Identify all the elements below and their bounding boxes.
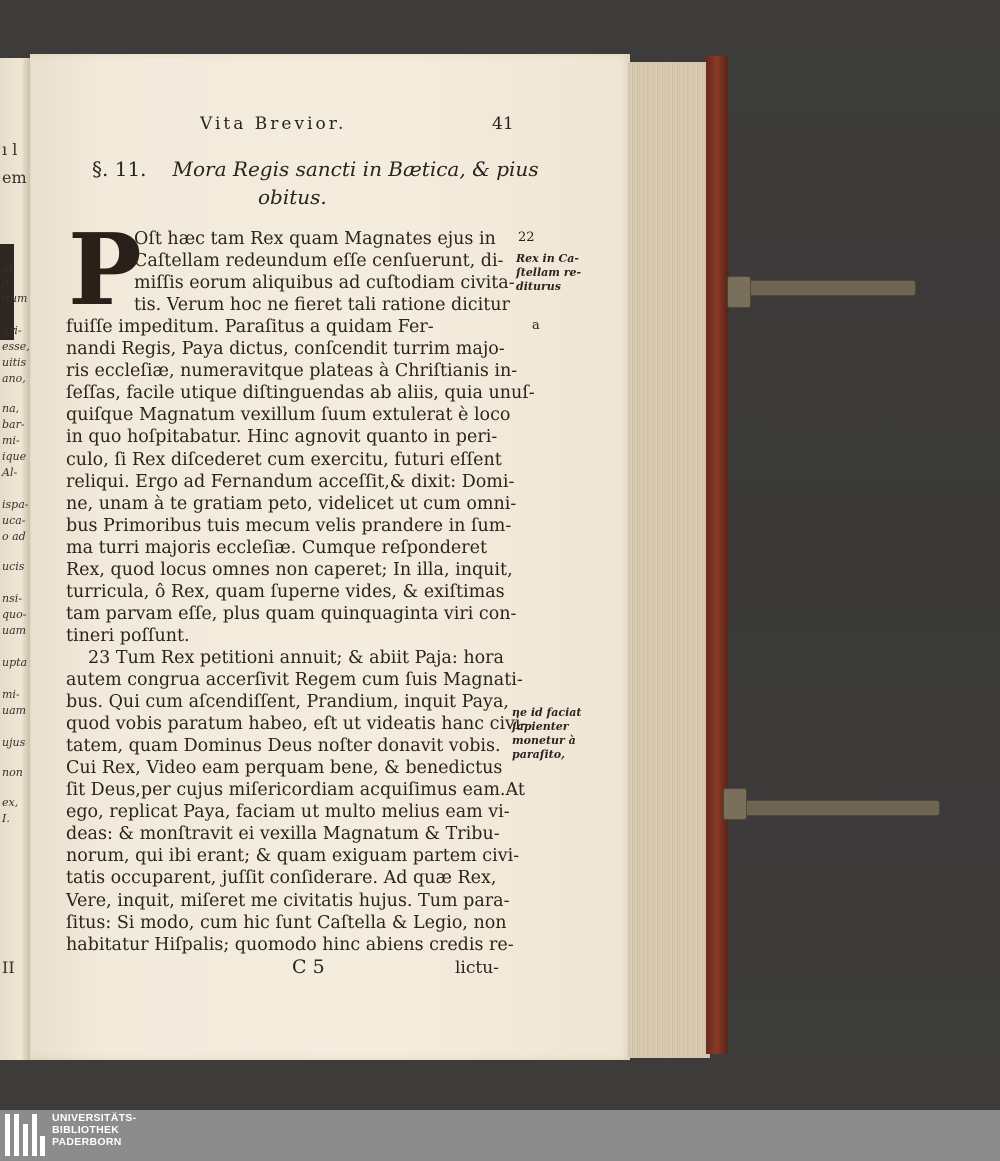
text-line: tatis occuparent, juſſit conſiderare. Ad quæ Rex,	[66, 868, 497, 889]
text-line: autem congrua accerſivit Regem cum ſuis Magnati-	[66, 670, 523, 690]
left-page-fragment: ique	[2, 450, 27, 463]
left-page-fragment: II	[2, 958, 15, 977]
left-page-fragment: fi-	[2, 276, 14, 289]
book-cover-spine	[706, 56, 728, 1054]
text-line: Oſt hæc tam Rex quam Magnates ejus in	[134, 229, 496, 249]
left-page-fragment: quo-	[2, 608, 27, 621]
left-page-fragment: non	[2, 766, 23, 779]
text-line: tam parvam eſſe, plus quam quinquaginta viri con-	[66, 603, 517, 624]
text-line: quod vobis paratum habeo, eſt ut videatis hanc civi-	[66, 714, 527, 735]
text-line: deas: & monſtravit ei vexilla Magnatum & Tribu-	[66, 824, 500, 845]
clasp-upper-end	[727, 276, 751, 308]
text-line: ſeſſas, facile utique diſtinguendas ab aliis, quia unuſ-	[66, 383, 535, 404]
clasp-lower-end	[723, 788, 747, 820]
footer-line-2: BIBLIOTHEK	[52, 1124, 120, 1136]
left-page-fragment: uitis	[2, 356, 27, 369]
margin-note-parasito: ne id faciat ſapienter monetur à paraſito,	[512, 706, 582, 761]
margin-paragraph-number: 22	[518, 230, 535, 245]
left-page-fragment: ano,	[2, 372, 26, 385]
left-page-fragment: o ad	[2, 530, 26, 543]
section-title-line-1: Mora Regis sancti in Bætica, & pius	[172, 157, 539, 181]
page-number: 41	[492, 114, 514, 134]
text-line: in quo hoſpitabatur. Hinc agnovit quanto in peri-	[66, 427, 498, 448]
library-logo-icon	[5, 1114, 45, 1156]
left-page-fragment: I.	[2, 812, 10, 825]
text-line: culo, ſi Rex diſcederet cum exercitu, futuri eſſent	[66, 449, 502, 470]
text-line: nandi Regis, Paya dictus, conſcendit turrim majo-	[66, 339, 505, 360]
margin-note-rex: Rex in Ca- ſtellam re- diturus	[516, 252, 582, 293]
left-page-edge	[0, 58, 30, 1060]
text-line: turricula, ô Rex, quam ſuperne vides, & exiſtimas	[66, 581, 505, 602]
footer-line-3: PADERBORN	[52, 1136, 122, 1148]
section-title	[92, 157, 539, 181]
clasp-upper	[728, 280, 916, 296]
text-line: ſitus: Si modo, cum hic ſunt Caſtella & Legio, non	[66, 912, 507, 933]
left-page-fragment: ispa-	[2, 498, 29, 511]
left-page-fragment: bar-	[2, 418, 25, 431]
footer-line-1: UNIVERSITÄTS-	[52, 1112, 137, 1124]
signature-mark: C 5	[292, 956, 325, 978]
left-page-fragment: Al-	[2, 466, 18, 479]
clasp-lower	[724, 800, 940, 816]
left-page-fragment: em	[2, 168, 27, 187]
library-footer	[0, 1110, 1000, 1161]
section-title-line-2: obitus.	[258, 185, 327, 209]
left-page-fragment: upta	[2, 656, 28, 669]
left-page-fragment: mi-	[2, 688, 20, 701]
page-edges	[628, 62, 710, 1058]
text-line: ris eccleſiæ, numeravitque plateas à Chriſtianis in-	[66, 361, 518, 382]
text-line: quiſque Magnatum vexillum ſuum extulerat è loco	[66, 405, 511, 426]
text-line: ſit Deus,per cujus miſericordiam acquiſimus eam.At	[66, 780, 525, 801]
left-page-fragment: at	[2, 262, 13, 275]
text-line: reliqui. Ergo ad Fernandum acceſſit,& dixit: Domi-	[66, 471, 515, 492]
left-page-fragment: esse,	[2, 340, 30, 353]
text-line: miſſis eorum aliquibus ad cuſtodiam civita-	[134, 273, 515, 294]
left-page-fragment: ex,	[2, 796, 19, 809]
left-page-fragment: ı l	[2, 140, 18, 159]
catchword: lictu-	[455, 958, 499, 978]
left-page-fragment: na,	[2, 402, 20, 415]
text-line: norum, qui ibi erant; & quam exiguam partem civi-	[66, 846, 520, 867]
text-line: bus. Qui cum aſcendiſſent, Prandium, inquit Paya,	[66, 692, 509, 713]
text-line: Rex, quod locus omnes non caperet; In illa, inquit,	[66, 559, 513, 580]
text-line: habitatur Hiſpalis; quomodo hinc abiens credis re-	[66, 934, 514, 955]
text-line: fuiſſe impeditum. Paraſitus a quidam Fer-	[66, 317, 434, 338]
section-number: §. 11.	[92, 157, 147, 181]
text-line: ne, unam à te gratiam peto, videlicet ut cum omni-	[66, 493, 517, 514]
margin-note-marker-a: a	[532, 318, 540, 333]
left-page-fragment: uca-	[2, 514, 26, 527]
text-line: ego, replicat Paya, faciam ut multo melius eam vi-	[66, 802, 510, 823]
text-line: tineri poſſunt.	[66, 625, 190, 646]
text-line: Vere, inquit, miſeret me civitatis hujus. Tum para-	[66, 890, 510, 911]
left-page-fragment: ujus	[2, 736, 26, 749]
left-page-fragment: itum	[2, 292, 28, 305]
text-line: tis. Verum hoc ne fieret tali ratione dicitur	[134, 295, 510, 316]
drop-cap: P	[68, 213, 142, 328]
left-page-fragment: uam	[2, 624, 27, 637]
text-line: tatem, quam Dominus Deus noſter donavit vobis.	[66, 736, 501, 757]
left-page-fragment: nsi-	[2, 592, 22, 605]
left-page-fragment: ucis	[2, 560, 25, 573]
text-line: 23 Tum Rex petitioni annuit; & abiit Paja: hora	[88, 647, 504, 668]
left-page-fragment: uri-	[2, 324, 22, 337]
text-line: Cui Rex, Video eam perquam bene, & benedictus	[66, 758, 503, 779]
text-line: ma turri majoris eccleſiæ. Cumque reſponderet	[66, 537, 488, 558]
text-line: bus Primoribus tuis mecum velis prandere in ſum-	[66, 515, 512, 536]
left-page-fragment: uam	[2, 704, 27, 717]
text-line: Caſtellam redeundum eſſe cenſuerunt, di-	[134, 251, 504, 272]
running-head: Vita Brevior.	[200, 114, 347, 134]
left-page-fragment: mi-	[2, 434, 20, 447]
